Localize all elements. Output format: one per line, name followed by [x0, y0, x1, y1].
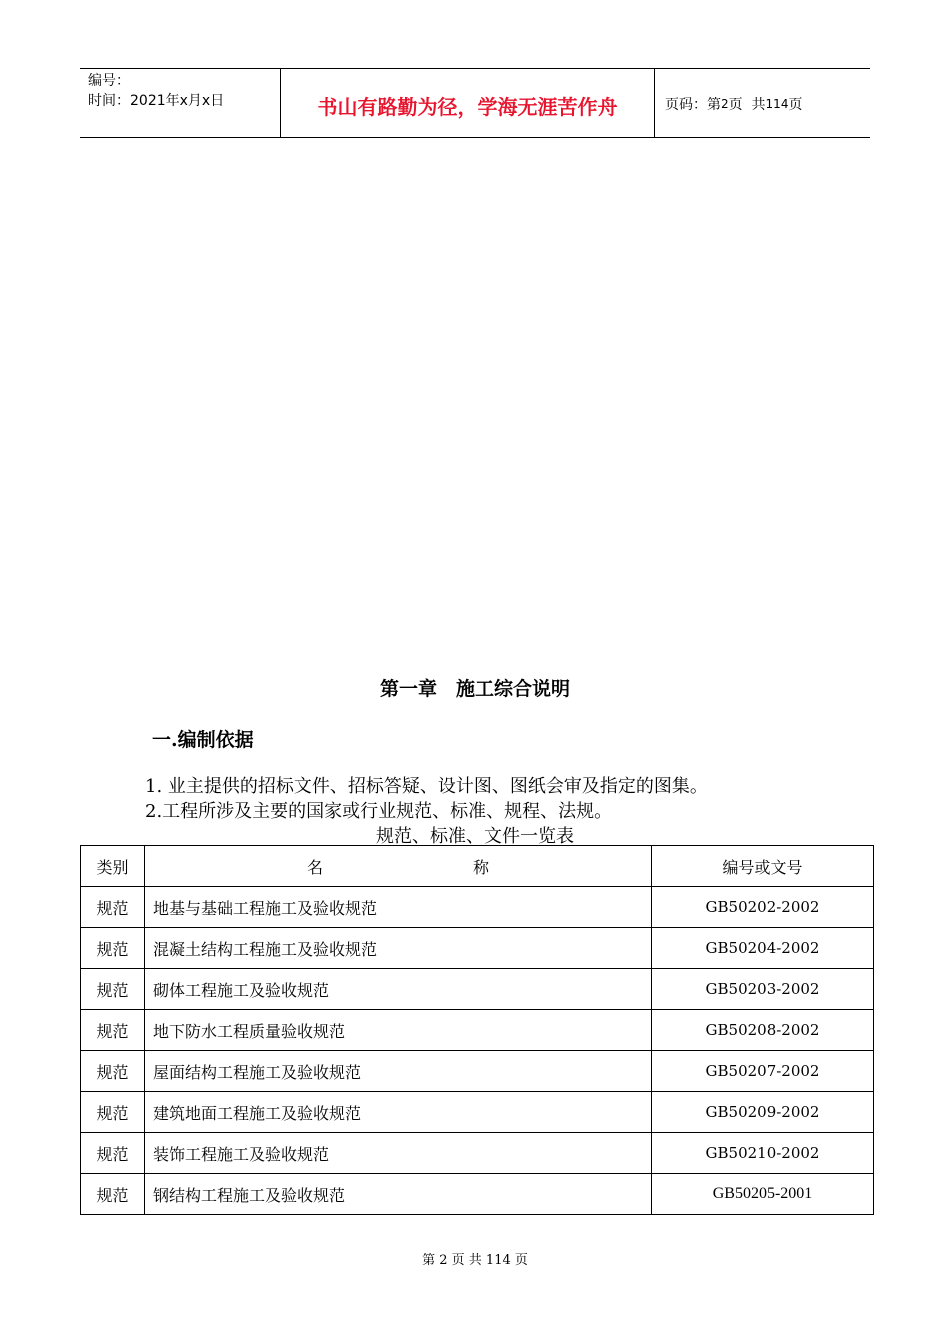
cell-code: GB50207-2002 [652, 1051, 874, 1092]
table-row [81, 1174, 874, 1215]
header-time: 时间：2021年x月x日 [88, 93, 225, 109]
chapter-title: 第一章 施工综合说明 [379, 678, 570, 700]
cell-type: 规范 [81, 928, 145, 969]
table-row [81, 1051, 874, 1092]
cell-type: 规范 [81, 1133, 145, 1174]
cell-name: 建筑地面工程施工及验收规范 [145, 1092, 652, 1133]
header-number: 编号： [88, 73, 130, 89]
table-row [81, 928, 874, 969]
table-caption: 规范、标准、文件一览表 [376, 826, 574, 847]
table-row [81, 1092, 874, 1133]
header-time-value: 2021年x月x日 [130, 93, 225, 109]
cell-name: 地基与基础工程施工及验收规范 [145, 887, 652, 928]
header-name: 名 称 [145, 846, 652, 887]
cell-code: GB50209-2002 [652, 1092, 874, 1133]
cell-code: GB50204-2002 [652, 928, 874, 969]
cell-code: GB50202-2002 [652, 887, 874, 928]
table-row [81, 887, 874, 928]
header-code: 编号或文号 [652, 846, 874, 887]
cell-type: 规范 [81, 1174, 145, 1215]
cell-code: GB50205-2001 [652, 1174, 874, 1215]
table-row [81, 1133, 874, 1174]
cell-name: 屋面结构工程施工及验收规范 [145, 1051, 652, 1092]
header-page-total: 114 [765, 97, 789, 111]
header-motto: 书山有路勤为径，学海无涯苦作舟 [281, 69, 655, 137]
section-title: 一.编制依据 [152, 729, 254, 751]
standards-table [80, 845, 874, 1215]
paragraph-2: 2.工程所涉及主要的国家或行业规范、标准、规程、法规。 [145, 801, 613, 822]
header-page-number: 页码：第 2 页 共 114 页 [665, 97, 803, 113]
page-footer: 第 2 页 共 114 页 [422, 1253, 528, 1268]
cell-name: 钢结构工程施工及验收规范 [145, 1174, 652, 1215]
cell-name: 砌体工程施工及验收规范 [145, 969, 652, 1010]
cell-name: 地下防水工程质量验收规范 [145, 1010, 652, 1051]
cell-code: GB50203-2002 [652, 969, 874, 1010]
cell-code: GB50208-2002 [652, 1010, 874, 1051]
cell-type: 规范 [81, 1010, 145, 1051]
cell-name: 装饰工程施工及验收规范 [145, 1133, 652, 1174]
table-row [81, 1010, 874, 1051]
paragraph-1: 1. 业主提供的招标文件、招标答疑、设计图、图纸会审及指定的图集。 [145, 776, 708, 797]
cell-type: 规范 [81, 969, 145, 1010]
cell-name: 混凝土结构工程施工及验收规范 [145, 928, 652, 969]
table-header-row [81, 846, 874, 887]
cell-code: GB50210-2002 [652, 1133, 874, 1174]
cell-type: 规范 [81, 887, 145, 928]
header-info-cell [80, 69, 281, 137]
header-page-current: 2 [721, 97, 729, 111]
page-header [80, 68, 870, 138]
cell-type: 规范 [81, 1051, 145, 1092]
cell-type: 规范 [81, 1092, 145, 1133]
table-row [81, 969, 874, 1010]
header-type: 类别 [81, 846, 145, 887]
